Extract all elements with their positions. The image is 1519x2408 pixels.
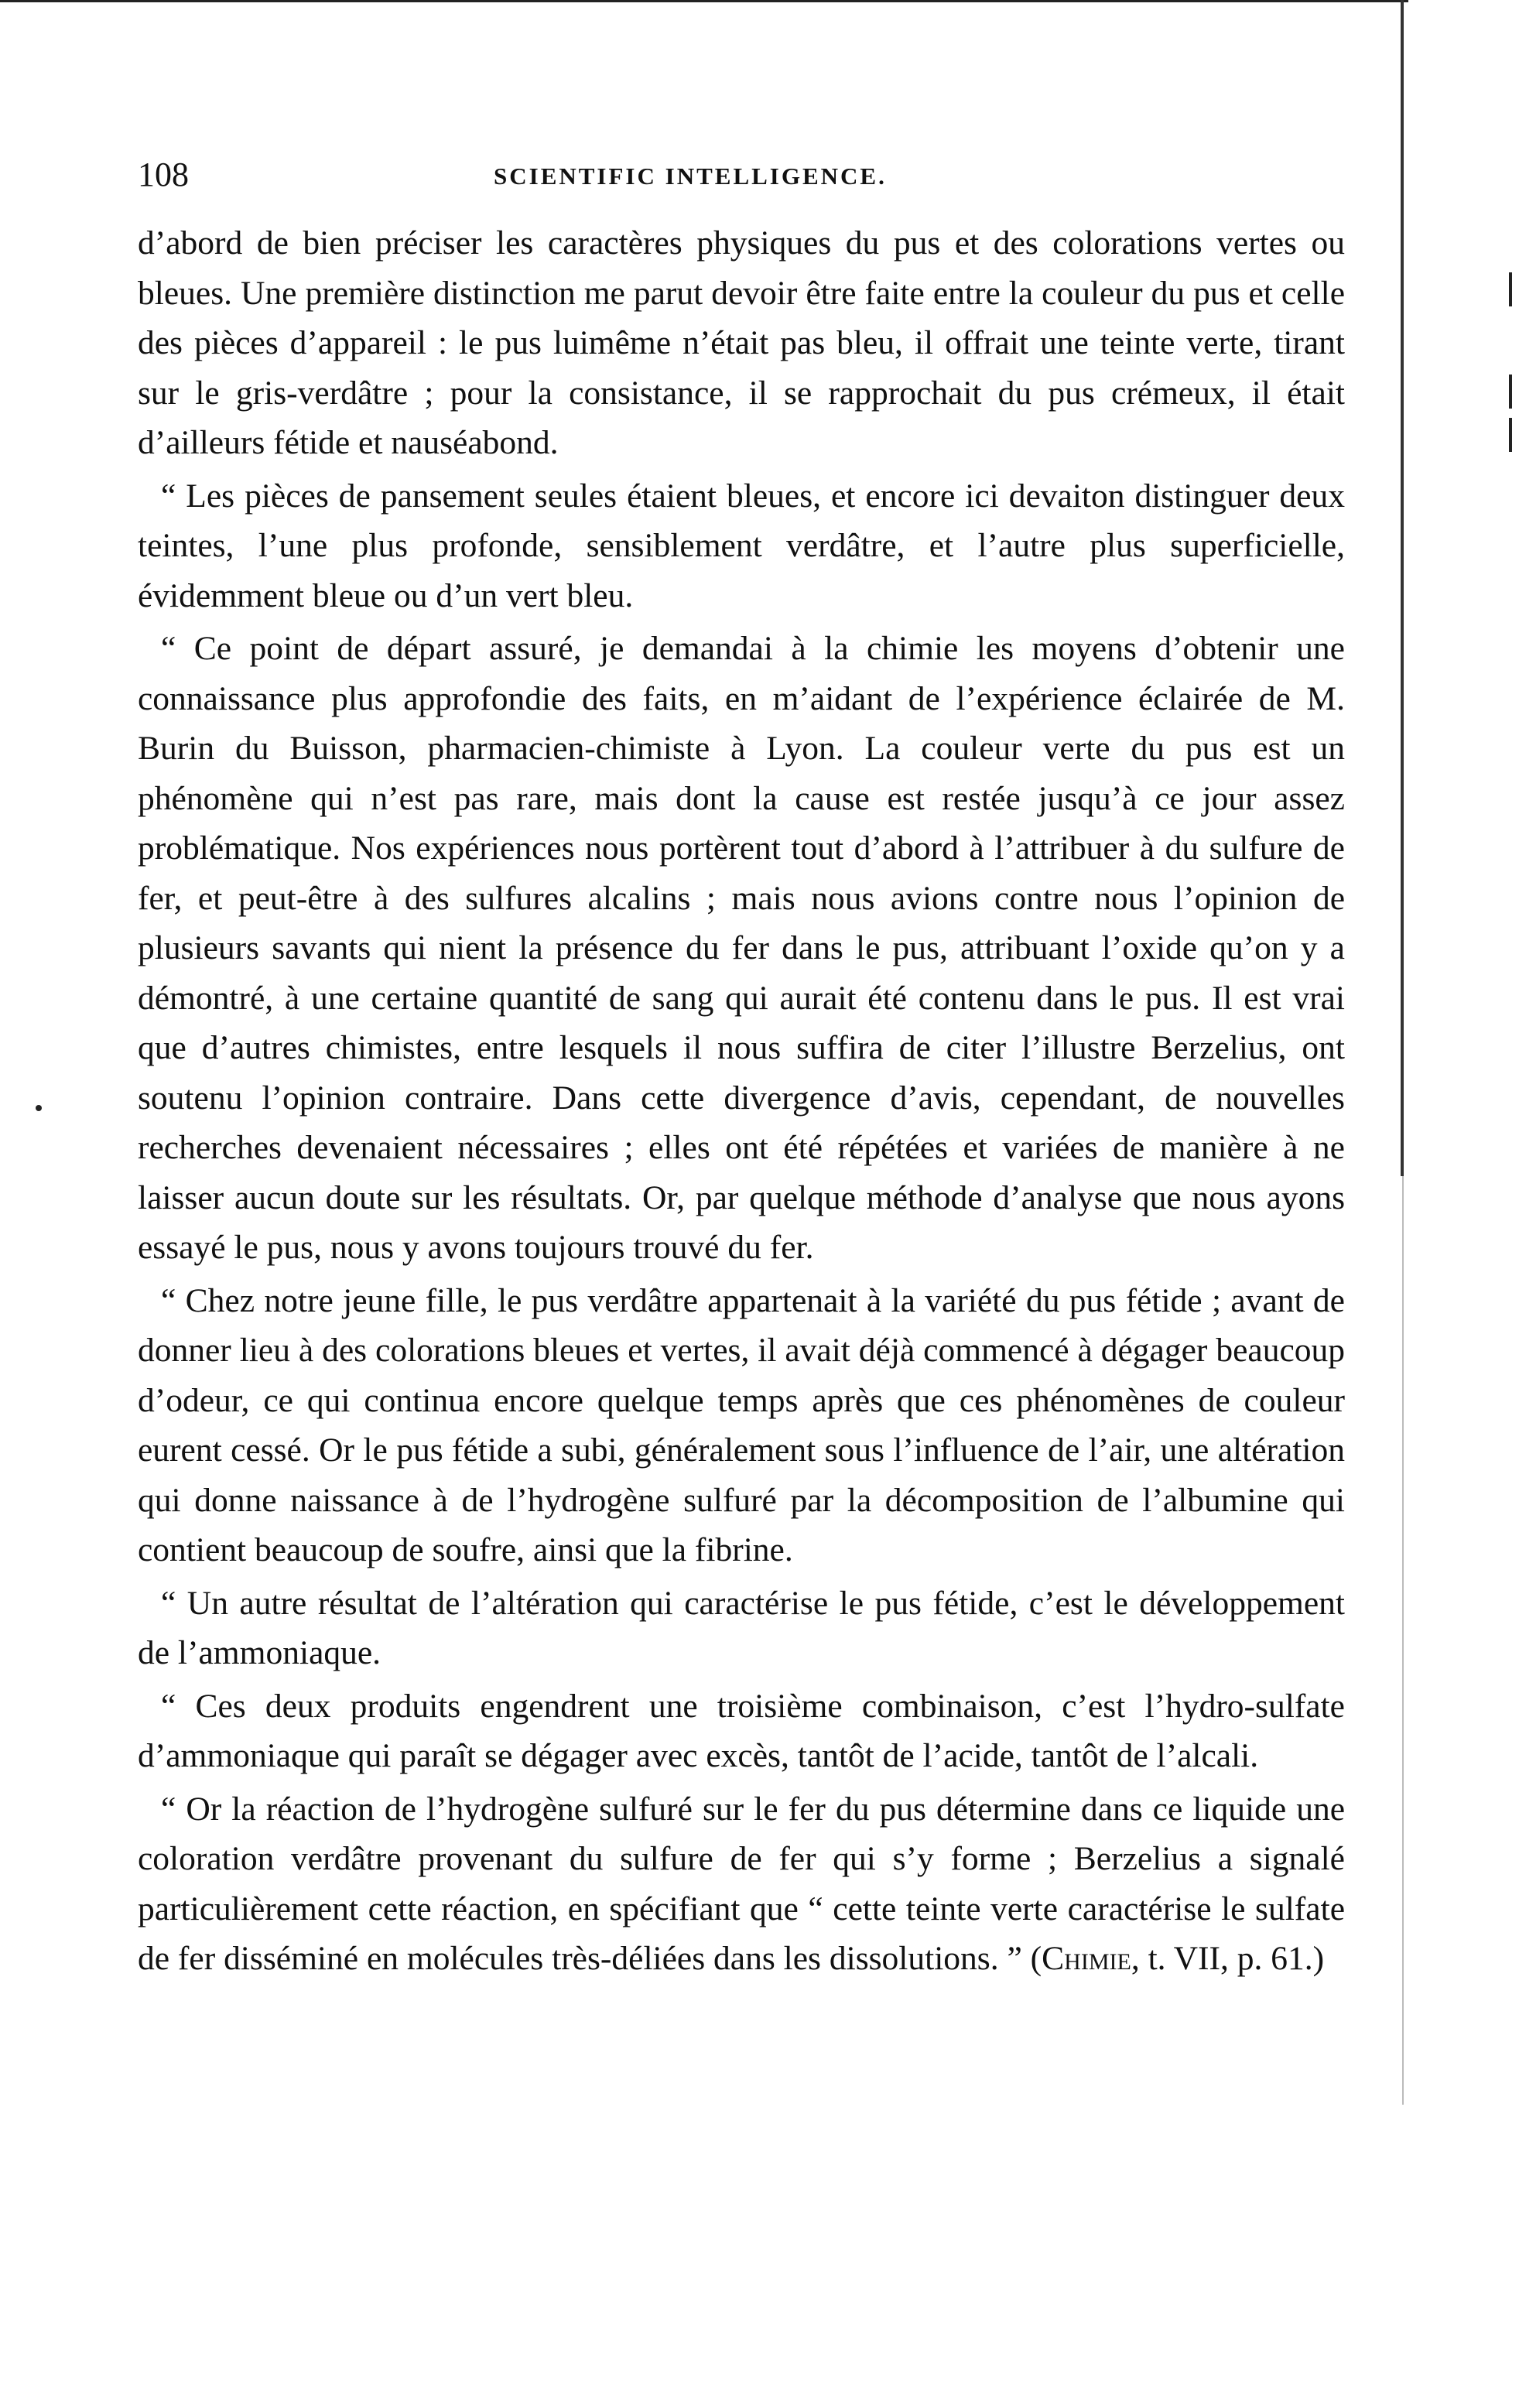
citation-title: Chimie: [1042, 1940, 1131, 1977]
margin-mark: [1509, 418, 1512, 452]
stray-ink-dot: [36, 1105, 42, 1111]
page-number: 108: [138, 156, 189, 193]
paragraph: d’abord de bien préciser les caractères physiques du pus et des colorations vertes ou bleues. Une première distinction me parut devoir être faite entre la couleur du pus et celle des pièces d’appareil : le pus luimême n’était pas bleu, il offrait une teinte verte, tirant sur le gris-verdâtre ; pour la consistance, il se rapprochait du pus crémeux, il était d’ailleurs fétide et nauséabond.: [138, 224, 1345, 461]
body-text: [138, 218, 1345, 1984]
citation-reference: , t. VII, p. 61.): [1131, 1940, 1325, 1977]
margin-mark: [1509, 272, 1512, 306]
paragraph: “ Un autre résultat de l’altération qui caractérise le pus fétide, c’est le développement de l’ammoniaque.: [138, 1584, 1345, 1671]
paragraph: “ Chez notre jeune fille, le pus verdâtre appartenait à la variété du pus fétide ; avant de donner lieu à des colorations bleues et vertes, il avait déjà commencé à dégager beaucoup d’odeur, ce qui continua encore quelque temps après que ces phénomènes de couleur eurent cessé. Or le pus fétide a subi, généralement sous l’influence de l’air, une altération qui donne naissance à de l’hydrogène sulfuré par la décomposition de l’albumine qui contient beaucoup de soufre, ainsi que la fibrine.: [138, 1281, 1345, 1568]
paragraph: “ Ce point de départ assuré, je demandai à la chimie les moyens d’obtenir une connaissance plus approfondie des faits, en m’aidant de l’expérience éclairée de M. Burin du Buisson, pharmacien-chimiste à Lyon. La couleur verte du pus est un phénomène qui n’est pas rare, mais dont la cause est restée jusqu’à ce jour assez problématique. Nos expériences nous portèrent tout d’abord à l’attribuer à du sulfure de fer, et peut-être à des sulfures alcalins ; mais nous avions contre nous l’opinion de plusieurs savants qui nient la présence du fer dans le pus, attribuant l’oxide qu’on y a démontré, à une certaine quantité de sang qui aurait été contenu dans le pus. Il est vrai que d’autres chimistes, entre lesquels il nous suffira de citer l’illustre Berzelius, ont soutenu l’opinion contraire. Dans cette divergence d’avis, cependant, de nouvelles recherches devenaient nécessaires ; elles ont été répétées et variées de manière à ne laisser aucun doute sur les résultats. Or, par quelque méthode d’analyse que nous ayons essayé le pus, nous y avons toujours trouvé du fer.: [138, 630, 1345, 1266]
page-content: [138, 155, 1345, 1987]
paragraph: “ Ces deux produits engendrent une troisième combinaison, c’est l’hydro-sulfate d’ammoniaque qui paraît se dégager avec excès, tantôt de l’acide, tantôt de l’alcali.: [138, 1687, 1345, 1774]
top-page-rule: [0, 0, 1408, 2]
paragraph-last: [138, 1784, 1345, 1984]
running-head: SCIENTIFIC INTELLIGENCE.: [494, 162, 887, 190]
paragraph: “ Les pièces de pansement seules étaient bleues, et encore ici devaiton distinguer deux teintes, l’une plus profonde, sensiblement verdâtre, et l’autre plus superficielle, évidemment bleue ou d’un vert bleu.: [138, 477, 1345, 614]
binding-edge-faint: [1402, 1176, 1404, 2105]
page-header: [138, 155, 1345, 204]
binding-edge: [1401, 0, 1404, 1176]
margin-mark: [1509, 375, 1512, 409]
paragraph-text: “ Or la réaction de l’hydrogène sulfuré sur le fer du pus détermine dans ce liquide une coloration verdâtre provenant du sulfure de fer qui s’y forme ; Berzelius a signalé particulièrement cette réaction, en spécifiant que “ cette teinte verte caractérise le sulfate de fer disséminé en molécules très-déliées dans les dissolutions. ” (: [138, 1790, 1345, 1977]
